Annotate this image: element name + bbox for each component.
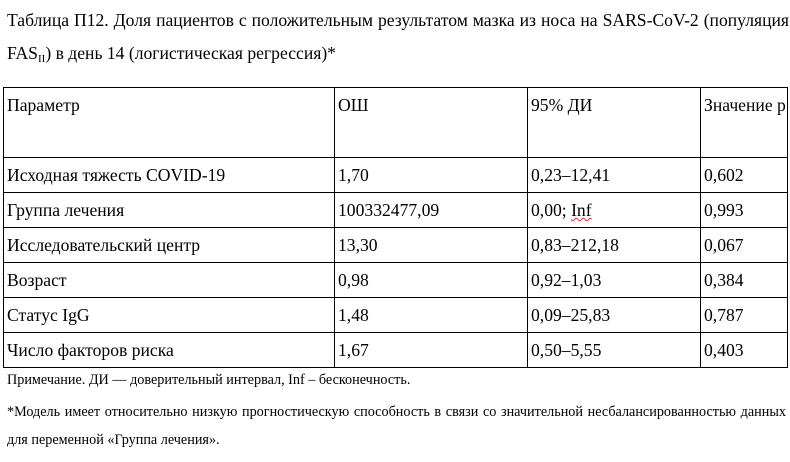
cell-odds-ratio: 100332477,09: [335, 193, 528, 228]
cell-ci: 0,92–1,03: [528, 263, 701, 298]
header-odds-ratio: ОШ: [335, 88, 528, 158]
cell-parameter: Возраст: [4, 263, 335, 298]
cell-odds-ratio: 1,48: [335, 298, 528, 333]
caption-text-end: ) в день 14 (логистическая регрессия)*: [45, 43, 336, 63]
cell-odds-ratio: 0,98: [335, 263, 528, 298]
cell-ci: [528, 193, 701, 228]
cell-ci: 0,50–5,55: [528, 333, 701, 368]
cell-p-value: 0,602: [701, 158, 788, 193]
header-p-value: Значение р: [701, 88, 788, 158]
caption-text-start: Таблица П12. Доля пациентов с положительным результатом мазка из носа на SARS-CoV-2 (популяция FAS: [7, 10, 789, 63]
cell-p-value: 0,403: [701, 333, 788, 368]
ci-prefix: 0,00;: [531, 200, 572, 220]
cell-odds-ratio: 1,70: [335, 158, 528, 193]
table-note: Примечание. ДИ — доверительный интервал, Inf – бесконечность.: [7, 372, 411, 388]
table-row: [4, 158, 788, 193]
cell-parameter: Группа лечения: [4, 193, 335, 228]
cell-p-value: 0,787: [701, 298, 788, 333]
cell-parameter: Статус IgG: [4, 298, 335, 333]
spellcheck-flagged-word: Inf: [571, 200, 592, 220]
results-table: [3, 87, 788, 368]
table-row: [4, 333, 788, 368]
header-parameter: Параметр: [4, 88, 335, 158]
cell-odds-ratio: 1,67: [335, 333, 528, 368]
table-row: [4, 228, 788, 263]
cell-p-value: 0,067: [701, 228, 788, 263]
cell-ci: 0,83–212,18: [528, 228, 701, 263]
population-subscript: II: [37, 53, 46, 65]
table-footnote: *Модель имеет относительно низкую прогностическую способность в связи со значительной несбалансированностью данных для переменной «Группа лечения».: [7, 404, 786, 448]
table-row: [4, 298, 788, 333]
cell-ci: 0,23–12,41: [528, 158, 701, 193]
cell-odds-ratio: 13,30: [335, 228, 528, 263]
cell-p-value: 0,993: [701, 193, 788, 228]
cell-p-value: 0,384: [701, 263, 788, 298]
cell-ci: 0,09–25,83: [528, 298, 701, 333]
table-header-row: [4, 88, 788, 158]
table-row: [4, 193, 788, 228]
header-ci: 95% ДИ: [528, 88, 701, 158]
table-row: [4, 263, 788, 298]
cell-parameter: Число факторов риска: [4, 333, 335, 368]
cell-parameter: Исходная тяжесть COVID-19: [4, 158, 335, 193]
table-caption: [7, 4, 789, 73]
cell-parameter: Исследовательский центр: [4, 228, 335, 263]
